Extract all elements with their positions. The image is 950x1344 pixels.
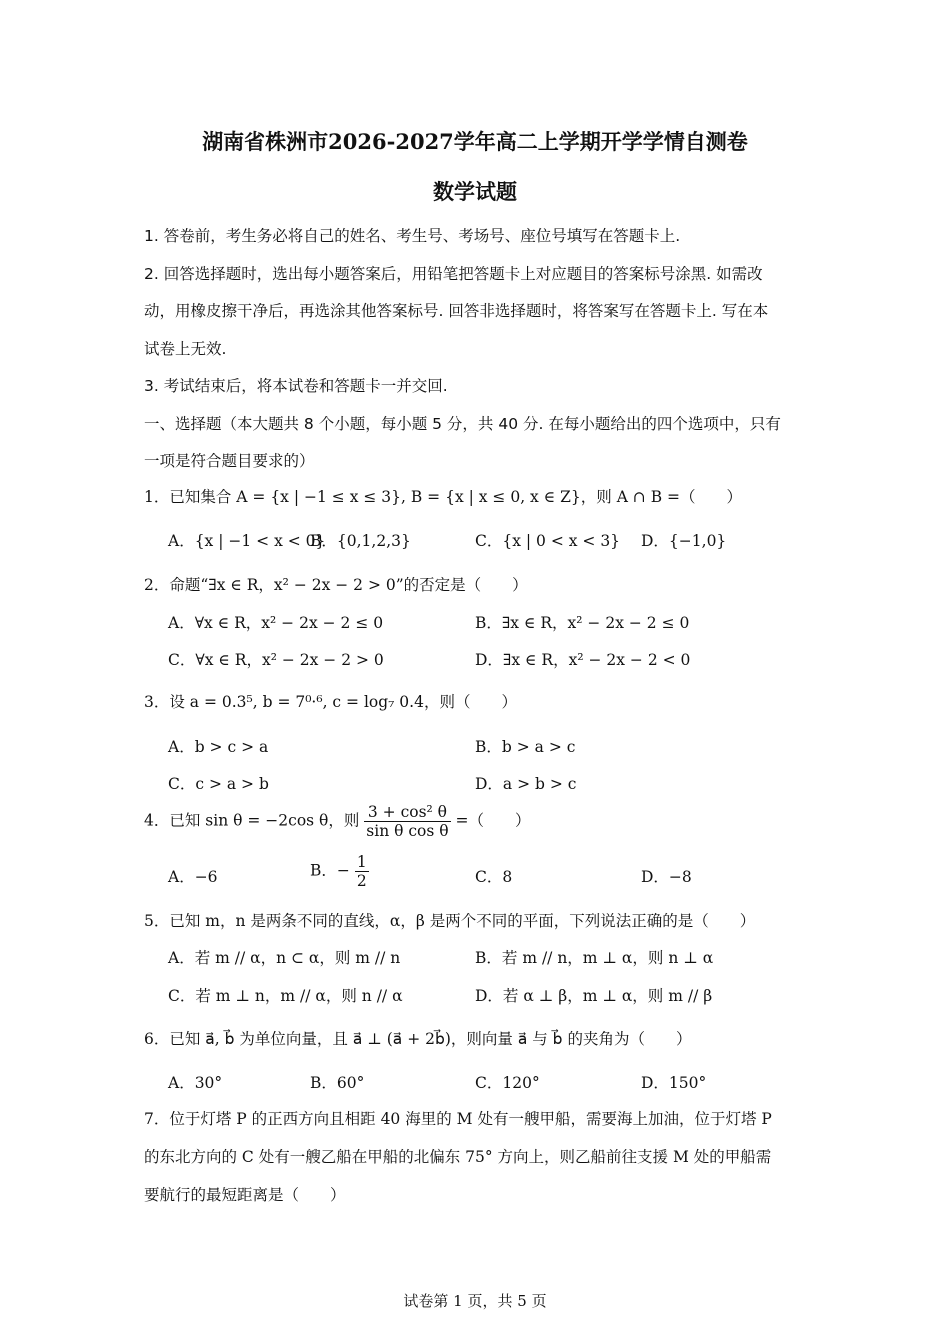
question-4-option-b (310, 853, 369, 890)
question-4-option-b-fraction (355, 853, 369, 890)
instruction-3: 3. 考试结束后，将本试卷和答题卡一并交回. (144, 377, 448, 395)
question-6-option-c: C．120° (475, 1074, 540, 1092)
instruction-2-cont: 动，用橡皮擦干净后，再选涂其他答案标号. 回答非选择题时，将答案写在答题卡上. 写在本 (144, 302, 769, 320)
question-4-option-a: A．−6 (168, 868, 218, 886)
question-5-option-c: C．若 m ⊥ n，m // α，则 n // α (168, 987, 403, 1005)
question-5-stem: 5．已知 m，n 是两条不同的直线，α，β 是两个不同的平面，下列说法正确的是（ ） (144, 912, 756, 930)
question-3-option-d: D．a > b > c (475, 775, 577, 793)
question-4-option-b-numerator: 1 (356, 853, 367, 871)
instruction-2-end: 试卷上无效. (144, 340, 227, 358)
question-6-option-a: A．30° (168, 1074, 223, 1092)
exam-subtitle: 数学试题 (433, 179, 517, 204)
question-4-fraction-numerator: 3 + cos² θ (364, 803, 450, 822)
question-7-stem-end: 要航行的最短距离是（ ） (144, 1186, 346, 1204)
page-footer: 试卷第 1 页，共 5 页 (403, 1292, 547, 1310)
question-1-option-c: C．{x | 0 < x < 3} (475, 532, 621, 550)
question-4-option-b-denominator: 2 (356, 872, 367, 890)
section-heading: 一、选择题（本大题共 8 个小题，每小题 5 分，共 40 分. 在每小题给出的四个选项中，只有 (144, 415, 781, 433)
question-2-option-c: C．∀x ∈ R，x² − 2x − 2 > 0 (168, 651, 384, 669)
question-2-option-a: A．∀x ∈ R，x² − 2x − 2 ≤ 0 (168, 614, 384, 632)
question-7-stem: 7．位于灯塔 P 的正西方向且相距 40 海里的 M 处有一艘甲船，需要海上加油，位于灯塔 P (144, 1110, 772, 1128)
question-1-option-d: D．{−1,0} (641, 532, 727, 550)
question-6-option-d: D．150° (641, 1074, 707, 1092)
question-3-option-b: B．b > a > c (475, 738, 576, 756)
question-7-stem-cont: 的东北方向的 C 处有一艘乙船在甲船的北偏东 75° 方向上，则乙船前往支援 M 处的甲船需 (144, 1148, 772, 1166)
question-4-option-d: D．−8 (641, 868, 692, 886)
question-4-option-b-label: B．− (310, 861, 350, 880)
question-3-option-c: C．c > a > b (168, 775, 269, 793)
instruction-1: 1. 答卷前，考生务必将自己的姓名、考生号、考场号、座位号填写在答题卡上. (144, 227, 681, 245)
question-4-stem-pre: 4．已知 sin θ = −2cos θ，则 (144, 811, 360, 830)
question-1-option-b: B．{0,1,2,3} (310, 532, 411, 550)
question-5-option-a: A．若 m // α，n ⊂ α，则 m // n (168, 949, 401, 967)
question-5-option-b: B．若 m // n，m ⊥ α，则 n ⊥ α (475, 949, 714, 967)
question-4-fraction (364, 803, 450, 840)
question-2-stem: 2．命题“∃x ∈ R，x² − 2x − 2 > 0”的否定是（ ） (144, 576, 528, 594)
question-4-stem (144, 803, 531, 840)
question-4-fraction-denominator: sin θ cos θ (366, 822, 449, 840)
question-6-stem: 6．已知 a⃗, b⃗ 为单位向量，且 a⃗ ⊥ (a⃗ + 2b⃗)，则向量 a⃗ 与 b⃗ 的夹角为（ ） (144, 1030, 692, 1048)
question-6-option-b: B．60° (310, 1074, 365, 1092)
section-heading-cont: 一项是符合题目要求的） (144, 452, 315, 470)
instruction-2: 2. 回答选择题时，选出每小题答案后，用铅笔把答题卡上对应题目的答案标号涂黑. 如需改 (144, 265, 763, 283)
question-4-stem-post: =（ ） (455, 811, 531, 830)
question-1-option-a: A．{x | −1 < x < 0} (168, 532, 326, 550)
question-2-option-d: D．∃x ∈ R，x² − 2x − 2 < 0 (475, 651, 691, 669)
exam-title: 湖南省株洲市2026-2027学年高二上学期开学学情自测卷 (202, 129, 748, 154)
question-2-option-b: B．∃x ∈ R，x² − 2x − 2 ≤ 0 (475, 614, 690, 632)
question-1-stem: 1．已知集合 A = {x | −1 ≤ x ≤ 3}, B = {x | x ≤ 0, x ∈ Z}，则 A ∩ B =（ ） (144, 488, 743, 506)
question-3-option-a: A．b > c > a (168, 738, 269, 756)
question-4-option-c: C．8 (475, 868, 513, 886)
question-5-option-d: D．若 α ⊥ β，m ⊥ α，则 m // β (475, 987, 713, 1005)
question-3-stem: 3．设 a = 0.3⁵, b = 7⁰·⁶, c = log₇ 0.4，则（ ） (144, 693, 517, 711)
